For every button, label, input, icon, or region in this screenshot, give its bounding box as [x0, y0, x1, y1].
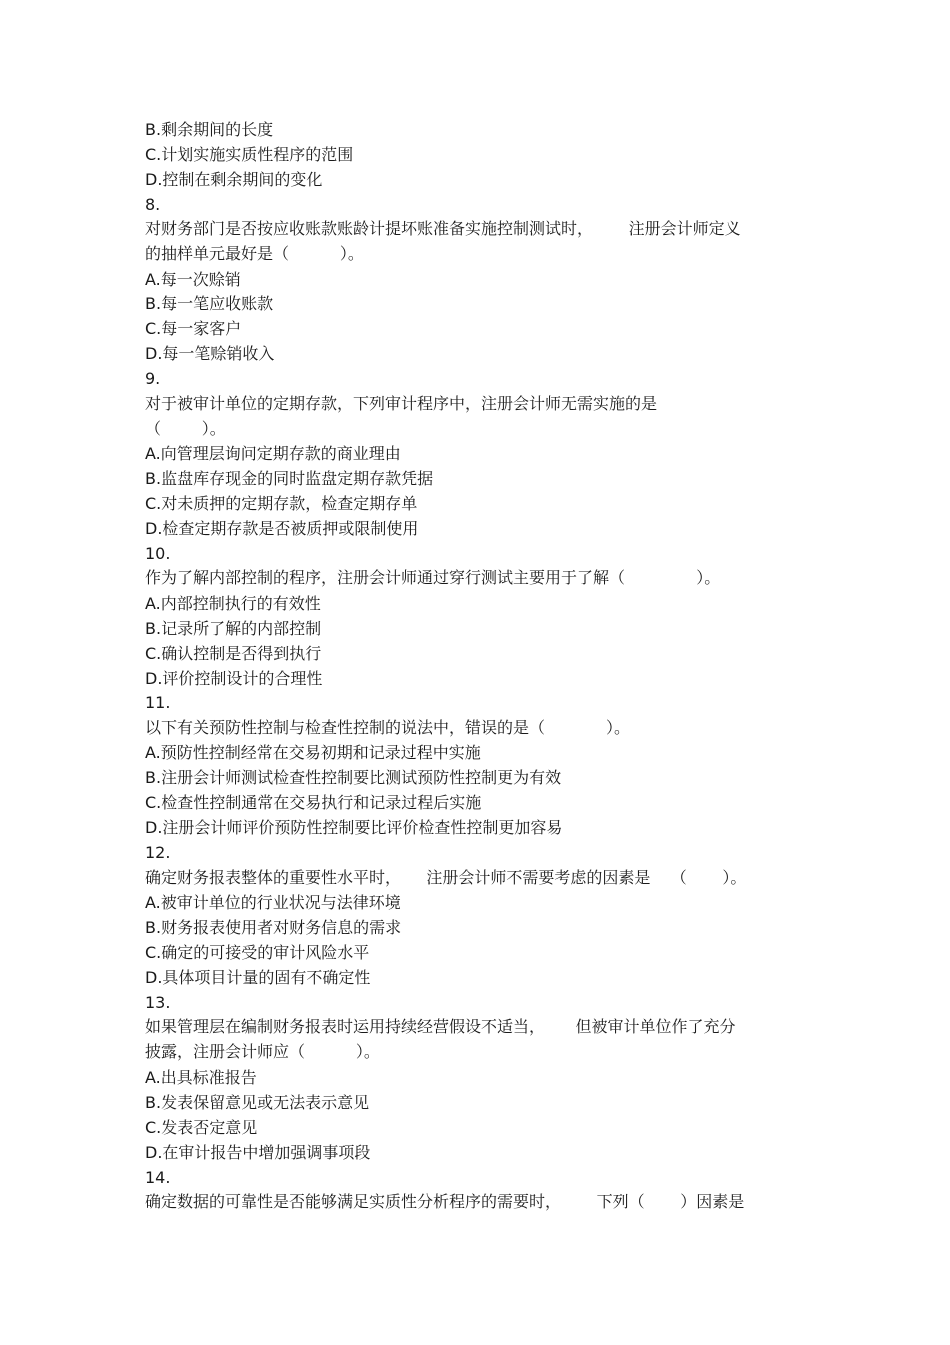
question-number-9: 9. [145, 369, 161, 388]
question-number-13: 13. [145, 993, 171, 1012]
option-a-q9: A.向管理层询问定期存款的商业理由 [145, 444, 401, 463]
option-d-q9: D.检查定期存款是否被质押或限制使用 [145, 519, 419, 538]
question-number-11: 11. [145, 693, 171, 712]
option-a-q11: A.预防性控制经常在交易初期和记录过程中实施 [145, 743, 481, 762]
question-text-10: 作为了解内部控制的程序，注册会计师通过穿行测试主要用于了解（ ）。 [145, 568, 721, 587]
option-d-q10: D.评价控制设计的合理性 [145, 669, 323, 688]
question-text-11: 以下有关预防性控制与检查性控制的说法中，错误的是（ ）。 [145, 718, 631, 737]
question-text-8-line-1: 对财务部门是否按应收账款账龄计提坏账准备实施控制测试时， 注册会计师定义 [145, 219, 741, 238]
option-b-q12: B.财务报表使用者对财务信息的需求 [145, 918, 402, 937]
option-b-q8: B.每一笔应收账款 [145, 294, 274, 313]
question-number-10: 10. [145, 544, 171, 563]
question-text-12: 确定财务报表整体的重要性水平时， 注册会计师不需要考虑的因素是 （ ）。 [145, 868, 747, 887]
option-d-q11: D.注册会计师评价预防性控制要比评价检查性控制更加容易 [145, 818, 563, 837]
question-text-9-line-2: （ ）。 [145, 419, 226, 438]
option-a-q10: A.内部控制执行的有效性 [145, 594, 321, 613]
question-number-12: 12. [145, 843, 171, 862]
option-d-q13: D.在审计报告中增加强调事项段 [145, 1143, 371, 1162]
option-c-q13: C.发表否定意见 [145, 1118, 258, 1137]
option-c-q9: C.对未质押的定期存款，检查定期存单 [145, 494, 418, 513]
question-number-8: 8. [145, 195, 161, 214]
option-c-q7: C.计划实施实质性程序的范围 [145, 145, 354, 164]
option-b-q13: B.发表保留意见或无法表示意见 [145, 1093, 370, 1112]
option-c-q12: C.确定的可接受的审计风险水平 [145, 943, 370, 962]
option-d-q8: D.每一笔赊销收入 [145, 344, 275, 363]
option-c-q8: C.每一家客户 [145, 319, 242, 338]
option-a-q8: A.每一次赊销 [145, 270, 241, 289]
option-b-q11: B.注册会计师测试检查性控制要比测试预防性控制更为有效 [145, 768, 562, 787]
question-text-8-line-2: 的抽样单元最好是（ ）。 [145, 244, 364, 263]
option-c-q10: C.确认控制是否得到执行 [145, 644, 322, 663]
option-c-q11: C.检查性控制通常在交易执行和记录过程后实施 [145, 793, 482, 812]
option-b-q10: B.记录所了解的内部控制 [145, 619, 322, 638]
question-text-13-line-2: 披露，注册会计师应（ ）。 [145, 1042, 380, 1061]
option-b-q7: B.剩余期间的长度 [145, 120, 274, 139]
option-b-q9: B.监盘库存现金的同时监盘定期存款凭据 [145, 469, 434, 488]
option-d-q12: D.具体项目计量的固有不确定性 [145, 968, 371, 987]
option-a-q13: A.出具标准报告 [145, 1068, 257, 1087]
question-text-9-line-1: 对于被审计单位的定期存款，下列审计程序中，注册会计师无需实施的是 [145, 394, 658, 413]
question-number-14: 14. [145, 1168, 171, 1187]
option-a-q12: A.被审计单位的行业状况与法律环境 [145, 893, 401, 912]
question-text-13-line-1: 如果管理层在编制财务报表时运用持续经营假设不适当， 但被审计单位作了充分 [145, 1017, 736, 1036]
question-text-14: 确定数据的可靠性是否能够满足实质性分析程序的需要时， 下列（ ）因素是 [145, 1192, 745, 1211]
option-d-q7: D.控制在剩余期间的变化 [145, 170, 323, 189]
